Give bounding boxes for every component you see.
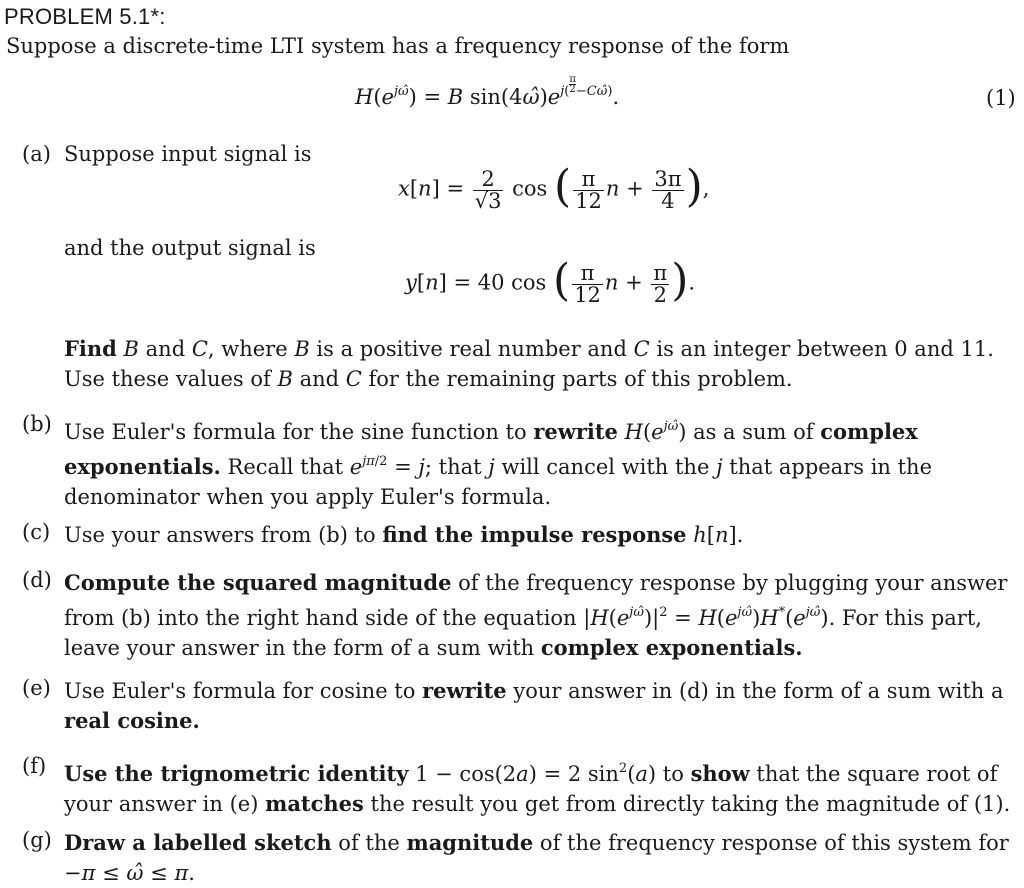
part-c-label: (c) <box>22 520 51 544</box>
part-g-text: Draw a labelled sketch of the magnitude of the frequency response of this system for −π ≤ ω̂ ≤ π. <box>64 830 1009 885</box>
part-d-text: Compute the squared magnitude of the frequency response by plugging your answer from (b) into the right hand side of the equation $|H(e^{j\omegâ})|^2 = H(e^{j\omegâ})H^*(e^{j\omegâ})$. For this part, leave your answer in the form of a sum with complex exponentials. <box>64 570 1008 660</box>
part-e-label: (e) <box>22 676 51 700</box>
part-a-label: (a) <box>22 142 51 166</box>
part-b-text: Use Euler's formula for the sine function to rewrite $H(e^{j\omegâ})$ as a sum of complex exponentials. Recall that $e^{j\pi/2} = j$; that j will cancel with the j that appears in the denominator when you apply Euler's formula. <box>64 419 933 509</box>
part-e-text: Use Euler's formula for cosine to rewrite your answer in (d) in the form of a sum with a real cosine. <box>64 678 1004 733</box>
intro-text: Suppose a discrete-time LTI system has a frequency response of the form <box>6 34 790 58</box>
input-signal-equation: x[n] = $\frac{2}{√3}$ cos ( $\frac{\pi}{12}$ n + $\frac{3\pi}{4}$ ), <box>398 161 710 213</box>
part-a-find-text: Find B and C, where B is a positive real number and C is an integer between 0 and 11. Use these values of B and C for the remaining parts of this problem. <box>64 336 994 391</box>
part-d-label: (d) <box>22 568 52 592</box>
part-a-output-text: and the output signal is <box>64 236 316 260</box>
part-b-label: (b) <box>22 412 52 436</box>
part-c-text: Use your answers from (b) to find the impulse response h[n]. <box>64 522 744 547</box>
output-signal-equation: y[n] = 40 cos ( $\frac{\pi}{12}$ n + $\frac{\pi}{2}$ ). <box>405 255 696 307</box>
frequency-response-equation: $H(e^{j\omegâ}) = B$ $\sin(4\omegâ)e^{j( \frac{\pi}{2} -C\omegâ)}$. <box>355 74 620 109</box>
equation-number: (1) <box>986 86 1016 110</box>
part-g-label: (g) <box>22 828 52 852</box>
part-a-input-text: Suppose input signal is <box>64 142 312 166</box>
problem-title: PROBLEM 5.1*: <box>4 4 166 29</box>
part-f-text: Use the trignometric identity 1 − cos(2a) = 2 $\sin^2(a)$ to show that the square root of your answer in (e) matches the result you get from directly taking the magnitude of (1). <box>64 761 1011 816</box>
part-f-label: (f) <box>22 754 47 778</box>
